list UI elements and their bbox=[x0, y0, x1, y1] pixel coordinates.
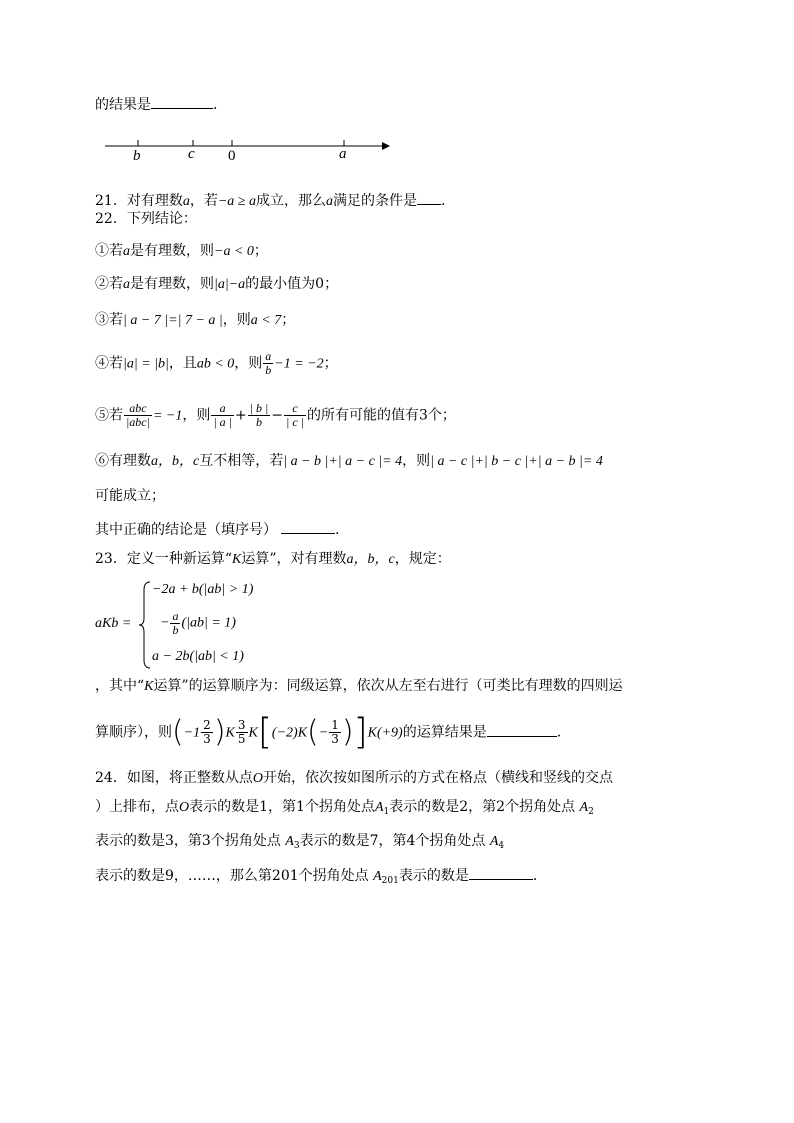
paren-open-2: ( bbox=[307, 714, 319, 750]
s1-expr: −a < 0 bbox=[214, 244, 254, 259]
q22-head: 22．下列结论： bbox=[95, 211, 197, 227]
frac-num: abc bbox=[124, 402, 152, 416]
q21-text-d: 满足的条件是 bbox=[332, 193, 417, 209]
answer-blank[interactable] bbox=[487, 722, 557, 737]
q24-line-4: 表示的数是9，……，那么第201个拐角处点 $A_{201}$表示的数是 . bbox=[95, 865, 537, 891]
a1: A bbox=[374, 800, 384, 815]
l3-a: 表示的数是3，第3个拐角处点 bbox=[95, 833, 281, 849]
s6-expr2: | a − c |+| b − c |+| a − b |= 4 bbox=[430, 454, 603, 469]
q22-item-6-tail: 可能成立； bbox=[95, 488, 165, 504]
bracket-open: [ bbox=[257, 711, 272, 753]
case2-cond: (|ab| = 1) bbox=[181, 615, 236, 631]
s3-b: ，则 bbox=[222, 312, 251, 328]
a4: A bbox=[489, 834, 499, 849]
q24-line-2 bbox=[95, 797, 594, 822]
q23-head-b: 运算”，对有理数 bbox=[241, 551, 347, 567]
q21-text: 21．对有理数 bbox=[95, 193, 183, 209]
answer-blank[interactable] bbox=[417, 190, 441, 205]
paren-close-2: ) bbox=[341, 714, 354, 750]
l3-b: 表示的数是7，第4个拐角处点 bbox=[299, 833, 486, 849]
q21-text-c: 成立，那么 bbox=[255, 193, 326, 209]
paren-close: ) bbox=[213, 714, 226, 750]
s5-b: ，则 bbox=[182, 407, 211, 424]
a2-sub: 2 bbox=[588, 807, 594, 817]
a201: A bbox=[373, 869, 382, 884]
frac-num: | b | bbox=[249, 401, 269, 415]
rule-c: 算顺序），则 bbox=[95, 724, 172, 741]
q20-tail-text: 的结果是 bbox=[95, 97, 151, 113]
fraction-3 bbox=[284, 402, 306, 429]
frac-den: b bbox=[255, 415, 262, 429]
label-zero: 0 bbox=[228, 148, 236, 164]
fraction-1 bbox=[211, 402, 234, 429]
bracket-close: ] bbox=[353, 711, 368, 753]
e8: K(+9) bbox=[367, 725, 403, 741]
s2-var: a bbox=[123, 277, 130, 292]
fraction-abc bbox=[124, 402, 152, 429]
number-line bbox=[100, 132, 390, 168]
e4: K bbox=[248, 725, 258, 741]
e7: − bbox=[318, 725, 329, 741]
q23-expression: 算顺序），则(−1 $\frac{2}{3}$ )K $\frac{3}{5}$ K[(−2)K(− $\frac{1}{3}$ )]K(+9)的运算结果是 . bbox=[95, 711, 562, 753]
frac-num: a bbox=[172, 609, 179, 623]
frac-den: | c | bbox=[286, 415, 304, 429]
s5-a: ⑤若 bbox=[95, 407, 123, 424]
frac-num: a bbox=[211, 402, 234, 416]
s3-a: ③若 bbox=[95, 312, 123, 328]
l2-a: ）上排布，点 bbox=[95, 799, 179, 815]
q22-item-4: ④若|a| = |b|，且ab < 0，则 $\frac{a}{b}$ −1 = −2； bbox=[95, 349, 338, 377]
point-o: O bbox=[252, 771, 263, 786]
piecewise-brace-icon bbox=[138, 580, 152, 670]
s3-expr: | a − 7 |=| 7 − a | bbox=[123, 313, 223, 328]
s1-b: 是有理数，则 bbox=[130, 243, 214, 259]
q23-head-a: 23．定义一种新运算“ bbox=[95, 551, 232, 567]
frac-num: 2 bbox=[203, 718, 211, 732]
case-3: a − 2b(|ab| < 1) bbox=[152, 649, 244, 664]
q21-text-b: ，若 bbox=[189, 193, 218, 209]
label-c: c bbox=[188, 146, 195, 162]
fraction-a-over-b bbox=[263, 350, 273, 377]
s5-eq: = −1 bbox=[152, 408, 183, 424]
q23-vars: a，b，c bbox=[346, 552, 395, 567]
rule-d: 的运算结果是 bbox=[402, 724, 487, 741]
case-1: −2a + b(|ab| > 1) bbox=[152, 582, 254, 597]
q22-item-1: ①若a是有理数，则−a < 0； bbox=[95, 243, 268, 259]
s4-a: ④若 bbox=[95, 355, 123, 372]
q22-item-2 bbox=[95, 274, 338, 295]
a3: A bbox=[285, 834, 294, 849]
s2-expr: |a|−a bbox=[214, 277, 246, 292]
e6: K bbox=[297, 725, 308, 741]
answer-blank[interactable] bbox=[281, 519, 335, 534]
frac-den: b bbox=[172, 623, 179, 637]
s1-a: ①若 bbox=[95, 243, 123, 259]
e1: −1 bbox=[183, 725, 201, 741]
q23-head bbox=[95, 549, 451, 570]
q22-item-5: ⑤若 $\frac{\text{abc}}{\text{|abc|}}$ = −1，则 $\frac{a}{| a |}$ + $\frac{| b |}{b}$ − $\frac{c}{| c |}$ 的所有可能的值有3个； bbox=[95, 401, 456, 429]
answer-blank[interactable] bbox=[469, 865, 533, 880]
q24-line-1 bbox=[95, 768, 613, 789]
s3-expr2: a < 7 bbox=[250, 313, 282, 328]
q22-item-6 bbox=[95, 451, 603, 472]
s2-b: 是有理数，则 bbox=[130, 276, 214, 292]
s4-b: ，且 bbox=[168, 355, 197, 372]
s6-expr: | a − b |+| a − c |= 4 bbox=[283, 454, 403, 469]
s4-expr2: ab < 0 bbox=[196, 356, 235, 372]
rule-a: ，其中“ bbox=[95, 678, 145, 694]
e5: (−2) bbox=[271, 725, 298, 741]
e2: K bbox=[225, 725, 235, 741]
s4-c: ，则 bbox=[234, 355, 263, 372]
q24-line-3 bbox=[95, 831, 504, 856]
fraction-2 bbox=[248, 402, 271, 429]
frac-num: 3 bbox=[237, 718, 246, 732]
q22-ask-text: 其中正确的结论是（填序号） bbox=[95, 522, 277, 538]
q20-tail: 的结果是 . bbox=[95, 94, 217, 115]
q21-expr: −a ≥ a bbox=[217, 194, 256, 209]
frac-num: 1 bbox=[331, 718, 339, 732]
fraction-2-3 bbox=[201, 719, 213, 746]
rule-b: 运算”的运算顺序为：同级运算，依次从左至右进行（可类比有理数的四则运 bbox=[153, 678, 623, 694]
rule-k: K bbox=[144, 679, 154, 694]
frac-den: 5 bbox=[237, 732, 246, 746]
label-b: b bbox=[133, 148, 141, 164]
s6-c: ，则 bbox=[402, 453, 431, 469]
a2: A bbox=[579, 800, 589, 815]
piecewise-lhs: aKb = bbox=[95, 616, 132, 631]
q21-var: a bbox=[182, 194, 190, 209]
s6-a: ⑥有理数 bbox=[95, 453, 151, 469]
q23-head-c: ，规定： bbox=[394, 551, 451, 567]
l4-b: 表示的数是 bbox=[398, 868, 469, 884]
question-21: 21．对有理数a，若−a ≥ a成立，那么a满足的条件是 . bbox=[95, 190, 445, 212]
frac-num: c bbox=[284, 402, 306, 416]
s5-c: 的所有可能的值有3个； bbox=[306, 407, 456, 424]
s6-b: 互不相等，若 bbox=[199, 453, 284, 469]
frac-den: b bbox=[265, 363, 272, 377]
l1-b: 开始，依次按如图所示的方式在格点（横线和竖线的交点 bbox=[262, 770, 613, 786]
q21-var2: a bbox=[325, 194, 333, 209]
q23-rule bbox=[95, 676, 623, 697]
l2-c: 表示的数是2，第2个拐角处点 bbox=[389, 799, 576, 815]
arrow-head-icon bbox=[382, 142, 390, 150]
s1-var: a bbox=[123, 244, 130, 259]
frac-den: 3 bbox=[203, 732, 211, 746]
fraction-1-3 bbox=[329, 719, 341, 746]
q22-ask: 其中正确的结论是（填序号） . bbox=[95, 519, 339, 540]
frac-num: a bbox=[265, 349, 272, 363]
label-a: a bbox=[339, 146, 347, 162]
fraction-3-5 bbox=[236, 719, 248, 746]
a4-sub: 4 bbox=[498, 841, 505, 851]
l4-a: 表示的数是9，……，那么第201个拐角处点 bbox=[95, 868, 369, 884]
case-2 bbox=[160, 610, 236, 637]
q23-k: K bbox=[231, 552, 242, 567]
a1-sub: 1 bbox=[383, 807, 390, 817]
s4-tail: −1 = −2 bbox=[274, 356, 324, 372]
l1-a: 24．如图，将正整数从点 bbox=[95, 770, 253, 786]
s4-expr: |a| = |b| bbox=[123, 356, 169, 372]
paren-open: ( bbox=[172, 714, 184, 750]
fraction-a-b bbox=[170, 610, 180, 637]
frac-den: | a | bbox=[213, 415, 232, 429]
q22-item-3: ③若| a − 7 |=| 7 − a |，则a < 7； bbox=[95, 312, 296, 328]
s6-vars: a，b，c bbox=[151, 454, 200, 469]
a3-sub: 3 bbox=[293, 841, 300, 851]
point-o-2: O bbox=[179, 800, 190, 815]
s2-c: 的最小值为0； bbox=[245, 276, 339, 292]
answer-blank[interactable] bbox=[151, 94, 213, 109]
s2-a: ②若 bbox=[95, 276, 123, 292]
a201-sub: 201 bbox=[381, 876, 399, 886]
case2-minus: − bbox=[160, 615, 170, 631]
frac-den: 3 bbox=[331, 732, 339, 746]
l2-b: 表示的数是1，第1个拐角处点 bbox=[189, 799, 375, 815]
frac-den: |abc| bbox=[126, 415, 150, 429]
